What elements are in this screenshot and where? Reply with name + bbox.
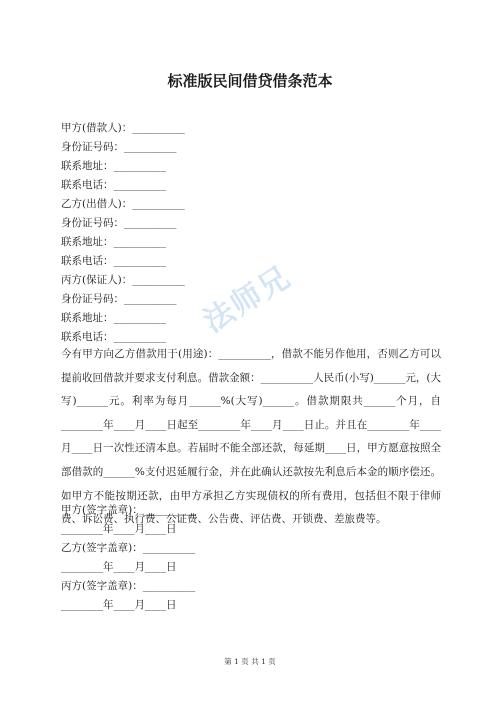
lender-signature-line: 乙方(签字盖章)：__________: [61, 542, 196, 554]
lender-id-line: 身份证号码：__________: [61, 217, 177, 229]
lender-line: 乙方(出借人)：__________: [61, 198, 185, 210]
page-footer: 第 1 页 共 1 页: [224, 657, 276, 666]
document-title: 标准版民间借贷借条范本: [167, 72, 333, 90]
borrower-line: 甲方(借款人)：__________: [61, 122, 185, 134]
watermark-logo: 法师兄: [197, 259, 298, 340]
guarantor-signature-line: 丙方(签字盖章)：__________: [61, 580, 196, 592]
borrower-phone-line: 联系电话：__________: [61, 179, 166, 191]
borrower-signature-line: 甲方(签字盖章)：__________: [61, 504, 196, 516]
guarantor-address-line: 联系地址：__________: [61, 312, 166, 324]
guarantor-sign-date: ________年____月____日: [61, 599, 177, 611]
guarantor-phone-line: 联系电话：__________: [61, 331, 166, 343]
guarantor-id-line: 身份证号码：__________: [61, 293, 177, 305]
guarantor-line: 丙方(保证人)：__________: [61, 274, 185, 286]
loan-terms-paragraph: 今有甲方向乙方借款用于(用途)：__________，借款不能另作他用，否则乙方可以提前收回借款并要求支付利息。借款金额：__________人民币(小写)______元，(大写)______元。利率为每月______%(大写)______。借款期限共______个月，自________年____月____日起至________年____月____日止。并且在________年____月____日一次性还清本息。若届时不能全部还款，每延期____日，甲方愿意按照全部借款的______%支付迟延履行金，并在此确认还款按先利息后本金的顺序偿还。如甲方不能按期还款，由甲方承担乙方实现债权的所有费用，包括但不限于律师费、诉讼费、执行费、公证费、公告费、评估费、开锁费、差旅费等。: [61, 348, 441, 526]
lender-sign-date: ________年____月____日: [61, 561, 177, 573]
lender-phone-line: 联系电话：__________: [61, 255, 166, 267]
borrower-address-line: 联系地址：__________: [61, 160, 166, 172]
lender-address-line: 联系地址：__________: [61, 236, 166, 248]
borrower-sign-date: ________年____月____日: [61, 523, 177, 535]
borrower-id-line: 身份证号码：__________: [61, 141, 177, 153]
